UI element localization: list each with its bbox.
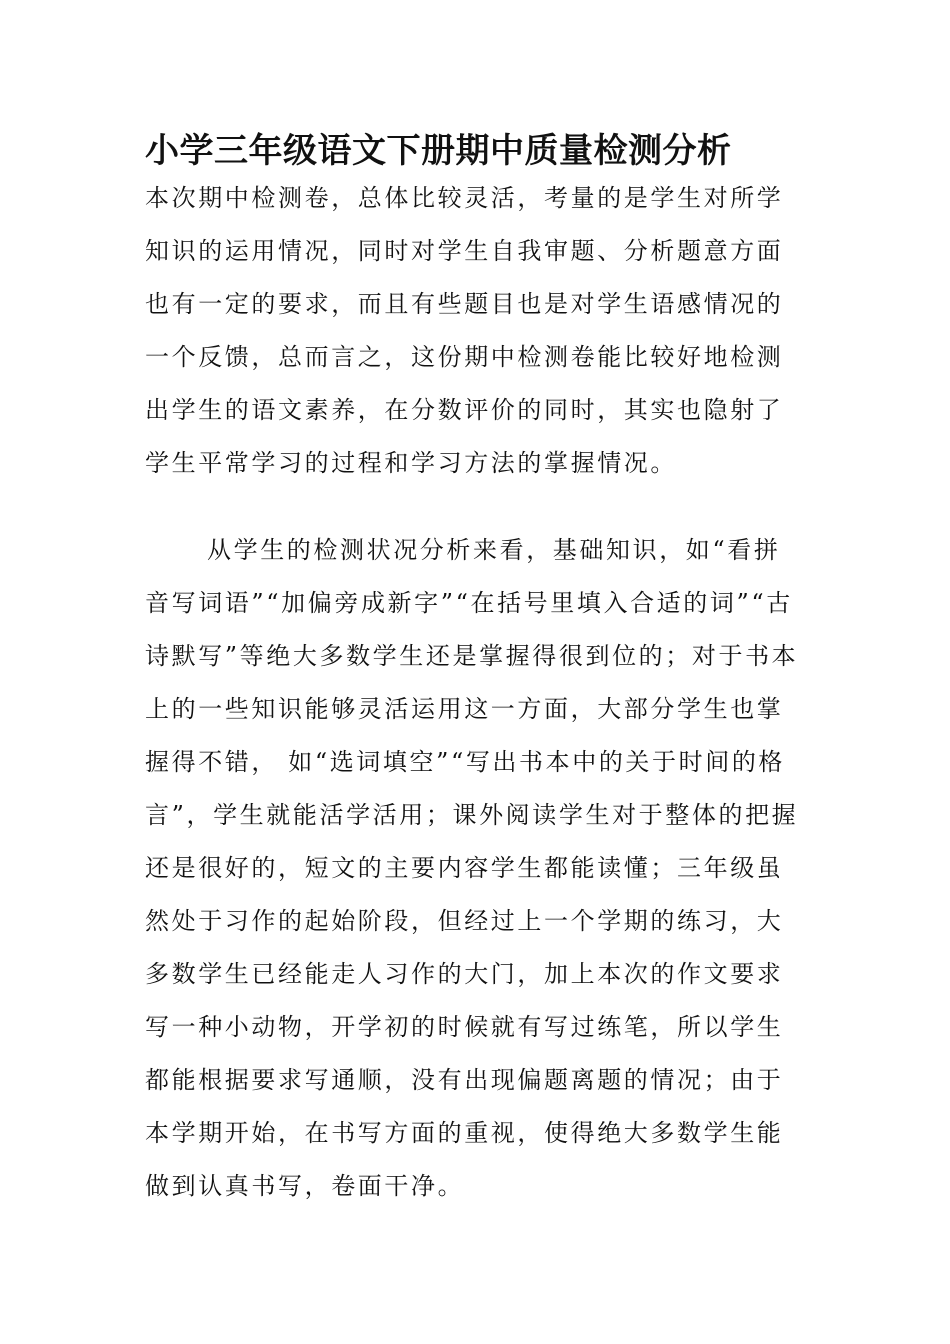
paragraph-analysis: 从学生的检测状况分析来看，基础知识，如“看拼音写词语”“加偏旁成新字”“在括号里填入合适的词”“古诗默写”等绝大多数学生还是掌握得很到位的；对于书本上的一些知识能够灵活运用这一方面，大部分学生也掌握得不错， 如“选词填空”“写出书本中的关于时间的格言”，学生就能活学活用；课外阅读学生对于整体的把握还是很好的，短文的主要内容学生都能读懂；三年级虽然处于习作的起始阶段，但经过上一个学期的练习，大多数学生已经能走人习作的大门，加上本次的作文要求写一种小动物，开学初的时候就有写过练笔，所以学生都能根据要求写通顺，没有出现偏题离题的情况；由于本学期开始，在书写方面的重视，使得绝大多数学生能做到认真书写，卷面干净。 — [145, 536, 799, 1200]
document-title: 小学三年级语文下册期中质量检测分析 — [145, 131, 732, 171]
paragraph-intro: 本次期中检测卷，总体比较灵活，考量的是学生对所学知识的运用情况，同时对学生自我审题、分析题意方面也有一定的要求，而且有些题目也是对学生语感情况的一个反馈，总而言之，这份期中检测卷能比较好地检测出学生的语文素养，在分数评价的同时，其实也隐射了学生平常学习的过程和学习方法的掌握情况。 — [145, 184, 784, 477]
